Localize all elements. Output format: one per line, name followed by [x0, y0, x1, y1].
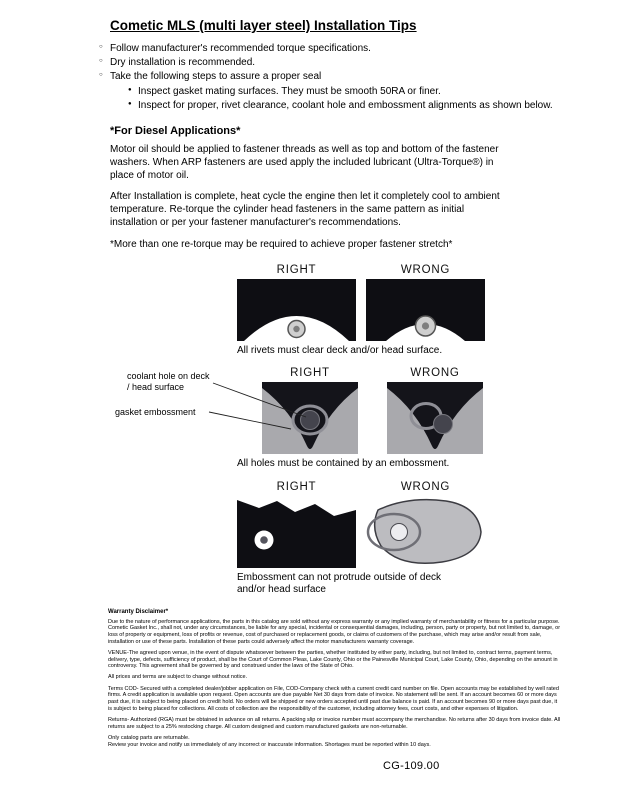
- figure-caption: Embossment can not protrude outside of deck and/or head surface: [237, 571, 442, 596]
- figure-panels: [237, 382, 485, 454]
- figure-labels: [237, 264, 485, 276]
- right-label: RIGHT: [276, 263, 317, 276]
- figure-embossment-protrusion: [237, 481, 485, 597]
- warranty-heading: Warranty Disclaimer*: [108, 608, 169, 615]
- rivet-wrong-diagram: [366, 279, 485, 341]
- sub-tip-text: Inspect gasket mating surfaces. They must be smooth 50RA or finer.: [138, 85, 441, 97]
- diesel-applications-heading: *For Diesel Applications*: [110, 124, 241, 137]
- tip-text: Follow manufacturer's recommended torque specifications.: [110, 43, 371, 54]
- protrusion-wrong-diagram: [366, 496, 485, 568]
- warranty-paragraph: Terms COD- Secured with a completed dealer/jobber application on File, COD-Company check with a current credit card number on file. Open accounts may be established by well rated firms. A credit application is available upon request. Open accounts are due payable Net 30 days from date of invoice. No statement will be sent. If an account becomes 60 or more days past due, it is subject to being placed on credit hold. No orders will be shipped or new orders accepted until past due balance is paid. If an account becomes 90 or more days past due, it is subject to being placed for collections. All costs of collection are the responsibility of the customer, including attorney fees, court costs, and other expenses of litigation.: [108, 685, 559, 712]
- list-item: [100, 70, 618, 112]
- right-label: RIGHT: [276, 480, 317, 493]
- wrong-label: WRONG: [410, 367, 460, 380]
- figure-labels: [237, 367, 485, 379]
- figure-caption: All rivets must clear deck and/or head surface.: [237, 344, 443, 356]
- warranty-paragraph: Due to the nature of performance applications, the parts in this catalog are sold without any express warranty or any implied warranty of merchantability or fitness for a particular purpose. Cometic Gasket Inc., shall not, under any circumstances, be liable for any special, incidental or consequential damages, including, person, party or property, but not limited to, damage, or loss of property or equipment, loss of profits or revenue, cost of purchased or replacement goods, or claims of customers of the purchase, which may arise and/or result from sale, installation or use of these parts. Installation of these parts could adversely affect the motor manufacturers warranty coverage.: [108, 618, 561, 645]
- coolant-hole-icon: [434, 415, 453, 434]
- figure-panels: [237, 279, 485, 341]
- tip-text: Dry installation is recommended.: [110, 57, 256, 69]
- rivet-right-diagram: [237, 279, 356, 341]
- tip-text: Take the following steps to assure a proper seal: [110, 71, 322, 83]
- sub-tip-text: Inspect for proper, rivet clearance, coolant hole and embossment alignments as shown below.: [138, 99, 553, 111]
- page-title: Cometic MLS (multi layer steel) Installation Tips: [110, 18, 417, 33]
- coolant-hole-icon: [301, 411, 320, 430]
- figure-labels: [237, 481, 485, 493]
- hole-icon: [391, 523, 408, 540]
- annotation-gasket-embossment: gasket embossment: [115, 407, 196, 418]
- sub-tips-list: [110, 85, 618, 112]
- diesel-paragraph-2: After Installation is complete, heat cycle the engine then let it completely cool to ambient temperature. Re-torque the cylinder head fasteners in the same pattern as initial installation or per your fastener manufacturer's recommendations.: [110, 191, 500, 228]
- warranty-paragraph: Returns- Authorized (RGA) must be obtained in advance on all returns. A packing slip or invoice number must accompany the merchandise. No returns after 30 days from invoice date. All returns are subject to a 25% restocking charge. All custom designed and custom manufactured gaskets are non-returnable.: [108, 716, 561, 730]
- warranty-paragraph: VENUE-The agreed upon venue, in the event of dispute whatsoever between the parties, whether instituted by either party, including, but not limited to, contract terms, payment terms, delivery, type, defects, sufficiency of product, shall be the Court of Common Pleas, Lake County, Ohio or the Painesville Municipal Court, Lake County, Ohio, depending on the amount in controversy. This agreement shall be governed by and construed under the laws of the State of Ohio.: [108, 649, 558, 670]
- list-item: [128, 85, 618, 98]
- warranty-disclaimer-section: [108, 609, 562, 749]
- figures-section: [115, 263, 485, 597]
- hole-wrong-diagram: [387, 382, 483, 454]
- list-item: [100, 42, 618, 55]
- figure-panels: [237, 496, 485, 568]
- figure-hole-embossment: [115, 367, 485, 471]
- warranty-paragraph: Only catalog parts are returnable.: [108, 734, 190, 741]
- warranty-paragraph: All prices and terms are subject to change without notice.: [108, 674, 248, 681]
- list-item: [128, 99, 618, 112]
- warranty-paragraph: Review your invoice and notify us immediately of any incorrect or inaccurate information. Shortages must be reported within 10 days.: [108, 742, 431, 749]
- wrong-label: WRONG: [400, 480, 451, 493]
- protrusion-right-diagram: [237, 496, 356, 568]
- catalog-page-code: CG-109.00: [383, 760, 440, 772]
- figure-rivet-clearance: [237, 264, 485, 358]
- right-label: RIGHT: [290, 367, 330, 380]
- diesel-paragraph-1: Motor oil should be applied to fastener threads as well as top and bottom of the fastener washers. When ARP fasteners are used apply the included lubricant (Ultra-Torque®) in place of motor oil.: [110, 143, 499, 181]
- wrong-label: WRONG: [400, 263, 451, 276]
- list-item: [100, 56, 618, 69]
- annotation-coolant-hole: coolant hole on deck / head surface: [127, 371, 210, 392]
- hole-right-diagram: [262, 382, 358, 454]
- installation-tips-list: [0, 42, 618, 112]
- retorque-note: *More than one re-torque may be required to achieve proper fastener stretch*: [110, 238, 453, 250]
- figure-caption: All holes must be contained by an embossment.: [237, 458, 450, 470]
